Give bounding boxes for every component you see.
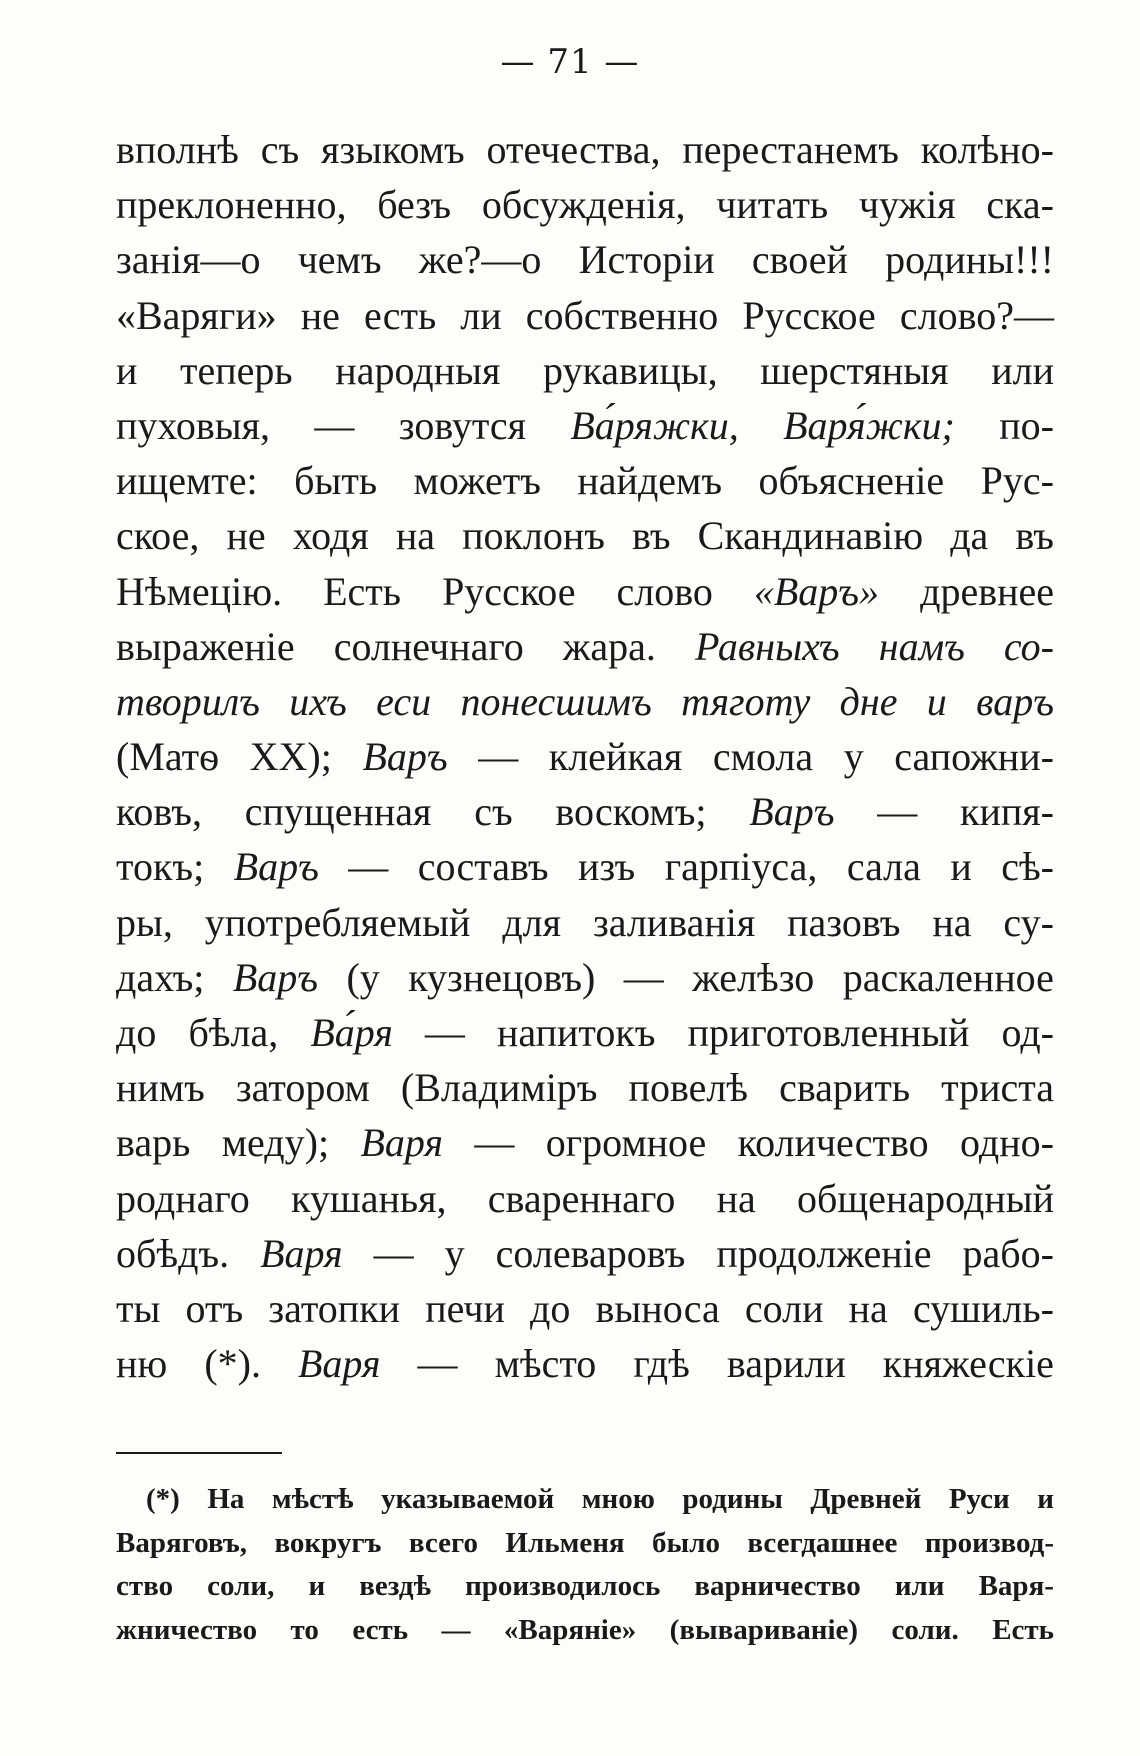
word: раскаленное: [842, 954, 1054, 1000]
word: сапожни-: [894, 734, 1054, 780]
word: рабо-: [962, 1230, 1054, 1276]
word: въ: [632, 513, 671, 559]
word: можетъ: [413, 458, 541, 504]
word: соли.: [891, 1613, 959, 1646]
word: занія—о: [116, 237, 261, 283]
body-text: [116, 122, 1054, 1391]
body-line: [116, 288, 1054, 343]
body-line: [116, 232, 1054, 287]
word: «Варъ»: [753, 568, 880, 614]
word: мѣсто: [494, 1341, 597, 1387]
word: «Варяги»: [116, 292, 277, 338]
body-line: [116, 784, 1054, 839]
word: ское,: [116, 513, 200, 559]
word: со-: [1003, 623, 1054, 669]
word: или: [991, 347, 1054, 393]
word: преклоненно,: [116, 182, 347, 228]
word: княжескіе: [882, 1341, 1054, 1387]
word: да: [950, 513, 989, 559]
word: одно-: [960, 1120, 1054, 1166]
word: сушиль-: [912, 1285, 1054, 1331]
word: найдемъ: [577, 458, 723, 504]
word: ры,: [116, 899, 173, 945]
footnote-line: [116, 1565, 1054, 1609]
footnote-line: [116, 1609, 1054, 1653]
word: выноса: [595, 1285, 720, 1331]
body-line: [116, 1336, 1054, 1391]
word: повелѣ: [628, 1065, 749, 1111]
word: составъ: [417, 844, 549, 890]
word: ищемте:: [116, 458, 258, 504]
body-line: [116, 122, 1054, 177]
word: пазовъ: [787, 899, 901, 945]
word: печи: [425, 1285, 505, 1331]
word: сала: [846, 844, 921, 890]
word: свареннаго: [487, 1175, 676, 1221]
word: кипя-: [960, 789, 1054, 835]
word: быть: [294, 458, 378, 504]
body-line: [116, 564, 1054, 619]
word: намъ: [878, 623, 965, 669]
word: и: [116, 347, 138, 393]
word: варь: [116, 1120, 191, 1166]
word: ска-: [986, 182, 1054, 228]
body-line: [116, 1005, 1054, 1060]
word: собственно: [525, 292, 719, 338]
word: теперь: [180, 347, 293, 393]
word: бѣла,: [188, 1010, 279, 1055]
word: роднаго: [116, 1175, 250, 1221]
body-line: [116, 729, 1054, 784]
word: то: [290, 1613, 319, 1646]
word: мною: [581, 1483, 655, 1515]
word: од-: [1001, 1010, 1054, 1055]
word: Есть: [992, 1613, 1054, 1646]
footnote-rule: [116, 1452, 282, 1454]
word: всего: [408, 1526, 478, 1559]
word: варъ: [976, 678, 1054, 724]
body-line: [116, 343, 1054, 398]
word: до: [116, 1010, 157, 1055]
word: изъ: [578, 844, 636, 890]
word: Руси: [948, 1483, 1010, 1515]
word: клейкая: [548, 734, 683, 780]
word: и: [308, 1570, 326, 1602]
word: и: [1037, 1483, 1054, 1515]
word: или: [894, 1570, 945, 1602]
word: Ильменя: [505, 1526, 625, 1559]
word: (Матѳ: [116, 734, 220, 780]
word: ли: [460, 292, 502, 338]
word: было: [652, 1526, 720, 1559]
body-line: [116, 895, 1054, 950]
word: есть: [352, 1613, 409, 1646]
word: Варъ: [362, 734, 448, 780]
word: Ва́ряжки,: [570, 402, 739, 448]
word: сѣ-: [1001, 844, 1054, 890]
word: для: [502, 899, 562, 945]
word: вездѣ: [359, 1570, 432, 1602]
word: вокругъ: [274, 1526, 382, 1559]
word: сварить: [779, 1065, 911, 1111]
word: до: [530, 1285, 571, 1331]
word: зовутся: [398, 402, 526, 448]
word: жара.: [562, 623, 656, 669]
word: Исторіи: [578, 237, 715, 283]
word: —: [623, 954, 664, 1000]
word: токъ;: [116, 844, 205, 890]
word: кузнецовъ): [408, 954, 596, 1000]
word: (*): [146, 1483, 180, 1515]
word: триста: [941, 1065, 1054, 1111]
body-line: [116, 1226, 1054, 1281]
word: —: [417, 1341, 458, 1387]
word: въ: [1015, 513, 1054, 559]
word: Русское: [742, 292, 876, 338]
word: съ: [474, 789, 513, 835]
word: поклонъ: [462, 513, 605, 559]
word: На: [207, 1483, 245, 1515]
word: гдѣ: [633, 1341, 690, 1387]
word: ты: [116, 1285, 161, 1331]
word: Варяговъ,: [116, 1526, 247, 1559]
word: обѣдъ.: [116, 1230, 230, 1276]
word: на: [395, 513, 436, 559]
word: всегдашнее: [747, 1526, 898, 1559]
word: производилось: [465, 1570, 661, 1602]
word: Варя́жки;: [783, 402, 955, 448]
word: читать: [716, 182, 829, 228]
word: чужія: [858, 182, 956, 228]
word: (вывариваніе): [669, 1613, 859, 1646]
word: количество: [737, 1120, 929, 1166]
word: обсужденія,: [481, 182, 686, 228]
word: родины!!!: [885, 237, 1054, 283]
word: еси: [376, 678, 432, 724]
word: нимъ: [116, 1065, 205, 1111]
word: (у: [346, 954, 380, 1000]
word: —: [314, 402, 355, 448]
word: чемъ: [297, 237, 382, 283]
word: творилъ: [116, 678, 260, 724]
word: объясненіе: [758, 458, 945, 504]
word: выраженіе: [116, 623, 295, 669]
word: затопки: [268, 1285, 401, 1331]
word: вполнѣ: [116, 127, 239, 172]
word: кушанья,: [291, 1175, 447, 1221]
footnote-line: [116, 1478, 1054, 1522]
word: съ: [260, 127, 300, 172]
word: Равныхъ: [694, 623, 840, 669]
word: Варя: [298, 1341, 381, 1387]
word: —: [478, 734, 519, 780]
word: напитокъ: [496, 1010, 656, 1055]
body-line: [116, 508, 1054, 563]
word: соли,: [207, 1570, 275, 1602]
word: —: [424, 1010, 465, 1055]
word: слово: [616, 568, 713, 614]
word: Нѣмецію.: [116, 568, 283, 614]
word: колѣно-: [920, 127, 1054, 172]
word: языкомъ: [320, 127, 465, 172]
word: —: [877, 789, 918, 835]
word: не: [226, 513, 266, 559]
word: перестанемъ: [682, 127, 899, 172]
body-line: [116, 674, 1054, 729]
word: пуховыя,: [116, 402, 271, 448]
word: есть: [363, 292, 437, 338]
word: и: [926, 678, 947, 724]
word: ню: [116, 1341, 168, 1387]
word: употребляемый: [204, 899, 471, 945]
footnote: [116, 1478, 1054, 1652]
word: рукавицы,: [542, 347, 718, 393]
word: на: [932, 899, 972, 945]
body-line: [116, 1115, 1054, 1170]
body-line: [116, 1060, 1054, 1115]
word: отъ: [185, 1285, 244, 1331]
word: спущенная: [244, 789, 432, 835]
word: Варъ: [749, 789, 835, 835]
word: родины: [682, 1483, 783, 1515]
body-line: [116, 950, 1054, 1005]
word: Рус-: [980, 458, 1054, 504]
word: мѣстѣ: [271, 1483, 354, 1515]
word: на: [848, 1285, 888, 1331]
word: шерстяныя: [760, 347, 949, 393]
word: своей: [751, 237, 848, 283]
word: отечества,: [486, 127, 661, 172]
word: ходя: [292, 513, 369, 559]
word: указываемой: [381, 1483, 555, 1515]
word: затором: [235, 1065, 370, 1111]
word: желѣзо: [692, 954, 815, 1000]
word: дне: [839, 678, 898, 724]
word: ковъ,: [116, 789, 202, 835]
word: солнечнаго: [333, 623, 524, 669]
word: —: [441, 1613, 471, 1646]
word: древнее: [920, 568, 1054, 614]
body-line: [116, 1281, 1054, 1336]
word: Есть: [323, 568, 402, 614]
word: Варя: [260, 1230, 343, 1276]
word: приготовленный: [687, 1010, 970, 1055]
footnote-line: [116, 1522, 1054, 1566]
word: варили: [726, 1341, 846, 1387]
word: народныя: [335, 347, 501, 393]
word: же?—о: [418, 237, 542, 283]
word: общенародный: [797, 1175, 1054, 1221]
word: заливанія: [592, 899, 756, 945]
word: Варъ: [233, 844, 319, 890]
word: продолженіе: [716, 1230, 932, 1276]
word: понесшимъ: [460, 678, 652, 724]
word: жничество: [116, 1613, 258, 1646]
word: Ва́ря: [310, 1010, 393, 1055]
word: по-: [999, 402, 1054, 448]
word: Варъ: [232, 954, 319, 1000]
word: и: [950, 844, 972, 890]
word: ихъ: [289, 678, 347, 724]
word: производ-: [924, 1526, 1054, 1559]
word: смола: [712, 734, 814, 780]
word: «Варяніе»: [503, 1613, 637, 1646]
page-number: — 71 —: [500, 42, 640, 82]
word: XX);: [249, 734, 332, 780]
word: варничество: [694, 1570, 861, 1602]
word: (*).: [204, 1341, 261, 1387]
word: (Владиміръ: [400, 1065, 598, 1111]
body-line: [116, 177, 1054, 232]
word: безъ: [377, 182, 452, 228]
word: Варя-: [978, 1570, 1054, 1602]
word: —: [373, 1230, 414, 1276]
word: Русское: [442, 568, 576, 614]
word: Древней: [810, 1483, 922, 1515]
word: слово?—: [899, 292, 1054, 338]
word: тяготу: [681, 678, 811, 724]
word: Варя: [360, 1120, 443, 1166]
word: ство: [116, 1570, 174, 1602]
word: —: [348, 844, 389, 890]
body-line: [116, 398, 1054, 453]
word: —: [474, 1120, 515, 1166]
word: у: [444, 1230, 465, 1276]
body-line: [116, 619, 1054, 674]
word: меду);: [221, 1120, 330, 1166]
body-line: [116, 839, 1054, 894]
word: Скандинавію: [697, 513, 924, 559]
body-line: [116, 453, 1054, 508]
word: не: [300, 292, 340, 338]
body-line: [116, 1171, 1054, 1226]
word: солеваровъ: [495, 1230, 686, 1276]
word: дахъ;: [116, 954, 205, 1000]
word: гарпіуса,: [664, 844, 818, 890]
word: на: [716, 1175, 756, 1221]
word: у: [843, 734, 864, 780]
word: соли: [744, 1285, 824, 1331]
word: су-: [1003, 899, 1054, 945]
word: огромное: [545, 1120, 707, 1166]
word: воскомъ;: [555, 789, 707, 835]
